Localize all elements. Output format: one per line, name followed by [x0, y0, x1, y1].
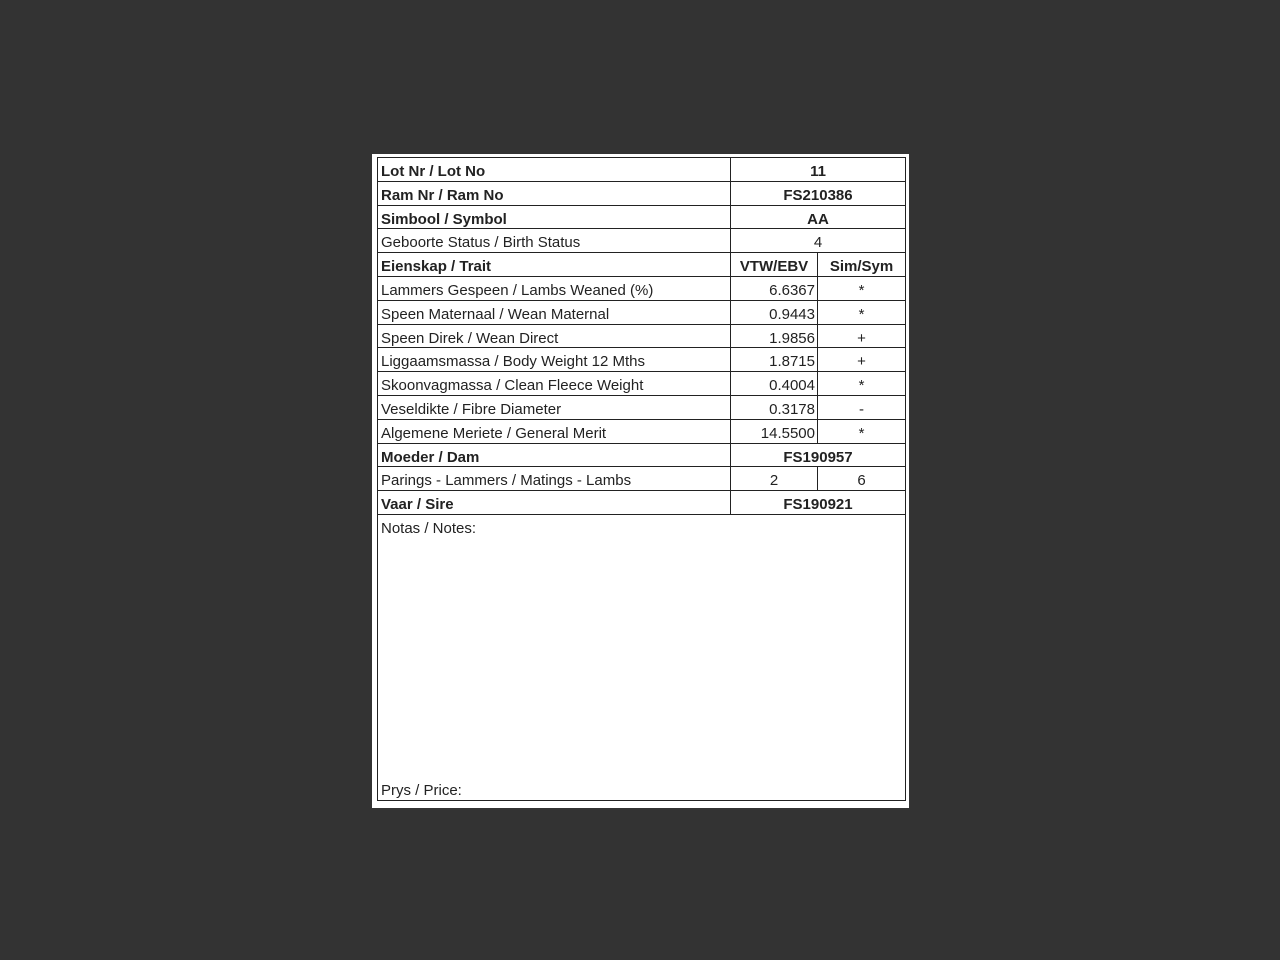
- birth-status-label: Geboorte Status / Birth Status: [378, 229, 731, 252]
- trait-label: Speen Direk / Wean Direct: [378, 325, 731, 348]
- symbol-value: AA: [807, 210, 829, 228]
- trait-column-header: Eienskap / Trait: [378, 253, 731, 276]
- trait-row: [378, 348, 905, 372]
- lot-label: Lot Nr / Lot No: [378, 158, 731, 181]
- trait-sym: -: [859, 400, 864, 418]
- trait-label: Speen Maternaal / Wean Maternal: [378, 301, 731, 324]
- trait-label: Liggaamsmassa / Body Weight 12 Mths: [378, 348, 731, 371]
- trait-label: Algemene Meriete / General Merit: [378, 420, 731, 443]
- lot-row: [378, 158, 905, 182]
- matings-count: 2: [731, 467, 818, 490]
- matings-label: Parings - Lammers / Matings - Lambs: [378, 467, 731, 490]
- trait-row: [378, 277, 905, 301]
- trait-sym: *: [858, 377, 865, 395]
- sire-row: [378, 491, 905, 515]
- trait-ebv: 0.9443: [731, 301, 818, 324]
- traits-header-row: [378, 253, 905, 277]
- matings-row: [378, 467, 905, 491]
- trait-ebv: 0.3178: [731, 396, 818, 419]
- trait-label: Lammers Gespeen / Lambs Weaned (%): [378, 277, 731, 300]
- trait-sym: *: [858, 424, 865, 442]
- sym-column-header: Sim/Sym: [829, 258, 894, 276]
- symbol-label: Simbool / Symbol: [378, 206, 731, 229]
- trait-ebv: 0.4004: [731, 372, 818, 395]
- lot-value: 11: [810, 163, 826, 180]
- trait-label: Skoonvagmassa / Clean Fleece Weight: [378, 372, 731, 395]
- ram-info-card: [377, 157, 906, 801]
- birth-status-value: 4: [813, 234, 823, 252]
- trait-row: [378, 420, 905, 444]
- birth-status-row: [378, 229, 905, 253]
- trait-ebv: 1.8715: [731, 348, 818, 371]
- trait-ebv: 6.6367: [731, 277, 818, 300]
- ram-row: [378, 182, 905, 206]
- trait-sym: +: [857, 353, 866, 371]
- price-label: Prys / Price:: [381, 782, 462, 799]
- dam-row: [378, 444, 905, 468]
- sire-label: Vaar / Sire: [378, 491, 731, 514]
- trait-row: [378, 301, 905, 325]
- ram-label: Ram Nr / Ram No: [378, 182, 731, 205]
- lambs-count: 6: [857, 472, 866, 490]
- notes-area: [378, 515, 905, 800]
- trait-row: [378, 325, 905, 349]
- document-page: [372, 154, 909, 808]
- notes-label: Notas / Notes:: [381, 519, 477, 537]
- symbol-row: [378, 206, 905, 230]
- trait-row: [378, 396, 905, 420]
- ebv-column-header: VTW/EBV: [731, 253, 818, 276]
- dam-value: FS190957: [783, 448, 853, 466]
- sire-value: FS190921: [783, 496, 853, 514]
- trait-ebv: 14.5500: [731, 420, 818, 443]
- trait-sym: +: [857, 329, 866, 347]
- trait-label: Veseldikte / Fibre Diameter: [378, 396, 731, 419]
- ram-value: FS210386: [783, 186, 853, 204]
- trait-ebv: 1.9856: [731, 325, 818, 348]
- trait-sym: *: [858, 305, 865, 323]
- trait-sym: *: [858, 281, 865, 299]
- dam-label: Moeder / Dam: [378, 444, 731, 467]
- trait-row: [378, 372, 905, 396]
